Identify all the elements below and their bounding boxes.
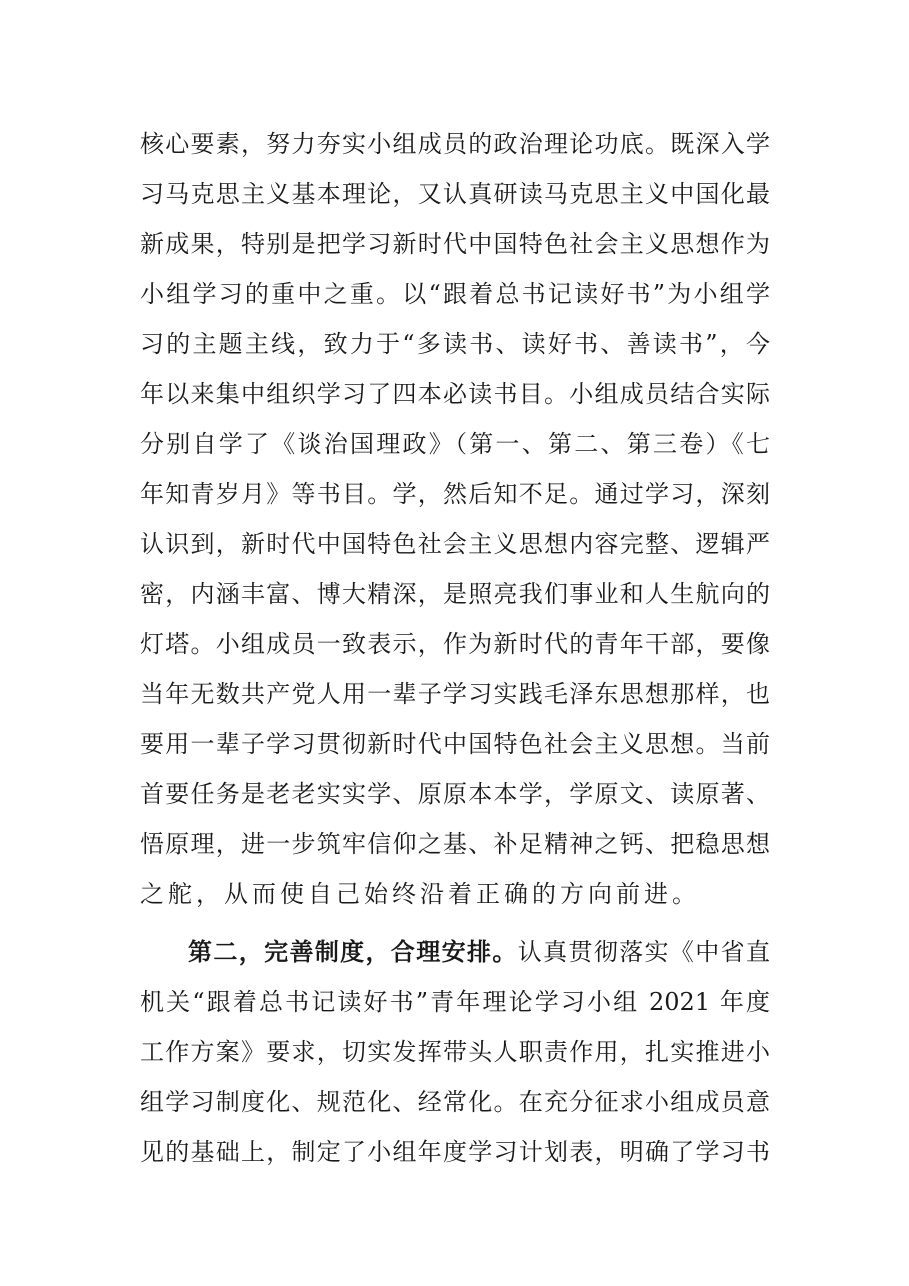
body-text-line: 习马克思主义基本理论，又认真研读马克思主义中国化最 xyxy=(140,180,770,208)
body-text-fragment: 认真贯彻落实《中省直 xyxy=(517,938,771,966)
body-text-line: 新成果，特别是把学习新时代中国特色社会主义思想作为 xyxy=(140,230,770,258)
body-text-line: 年以来集中组织学习了四本必读书目。小组成员结合实际 xyxy=(140,380,770,408)
body-text-line: 工作方案》要求，切实发挥带头人职责作用，扎实推进小 xyxy=(140,1038,770,1066)
body-text-line: 灯塔。小组成员一致表示，作为新时代的青年干部，要像 xyxy=(140,630,770,658)
body-text-line: 认识到，新时代中国特色社会主义思想内容完整、逻辑严 xyxy=(140,530,770,558)
body-text-line: 悟原理，进一步筑牢信仰之基、补足精神之钙、把稳思想 xyxy=(140,830,770,858)
section-heading: 第二，完善制度，合理安排。 xyxy=(188,938,518,966)
body-text-line: 年知青岁月》等书目。学，然后知不足。通过学习，深刻 xyxy=(140,480,770,508)
body-text-line: 要用一辈子学习贯彻新时代中国特色社会主义思想。当前 xyxy=(140,730,770,758)
body-text-line: 组学习制度化、规范化、经常化。在充分征求小组成员意 xyxy=(140,1088,770,1116)
body-text-line: 之舵，从而使自己始终沿着正确的方向前进。 xyxy=(140,880,700,908)
body-text-line: 核心要素，努力夯实小组成员的政治理论功底。既深入学 xyxy=(140,130,770,158)
body-text-line: 分别自学了《谈治国理政》（第一、第二、第三卷）《七 xyxy=(140,430,770,458)
body-text-line: 小组学习的重中之重。以“跟着总书记读好书”为小组学 xyxy=(140,280,770,308)
body-text-line: 首要任务是老老实实学、原原本本学，学原文、读原著、 xyxy=(140,780,770,808)
body-text-line: 机关“跟着总书记读好书”青年理论学习小组 2021 年度 xyxy=(140,988,770,1016)
body-text-line: 习的主题主线，致力于“多读书、读好书、善读书”，今 xyxy=(140,330,770,358)
body-text-line: 见的基础上，制定了小组年度学习计划表，明确了学习书 xyxy=(140,1138,770,1166)
body-text-line: 当年无数共产党人用一辈子学习实践毛泽东思想那样，也 xyxy=(140,680,770,708)
paragraph-first-line xyxy=(188,932,770,972)
body-text-line: 密，内涵丰富、博大精深，是照亮我们事业和人生航向的 xyxy=(140,580,770,608)
